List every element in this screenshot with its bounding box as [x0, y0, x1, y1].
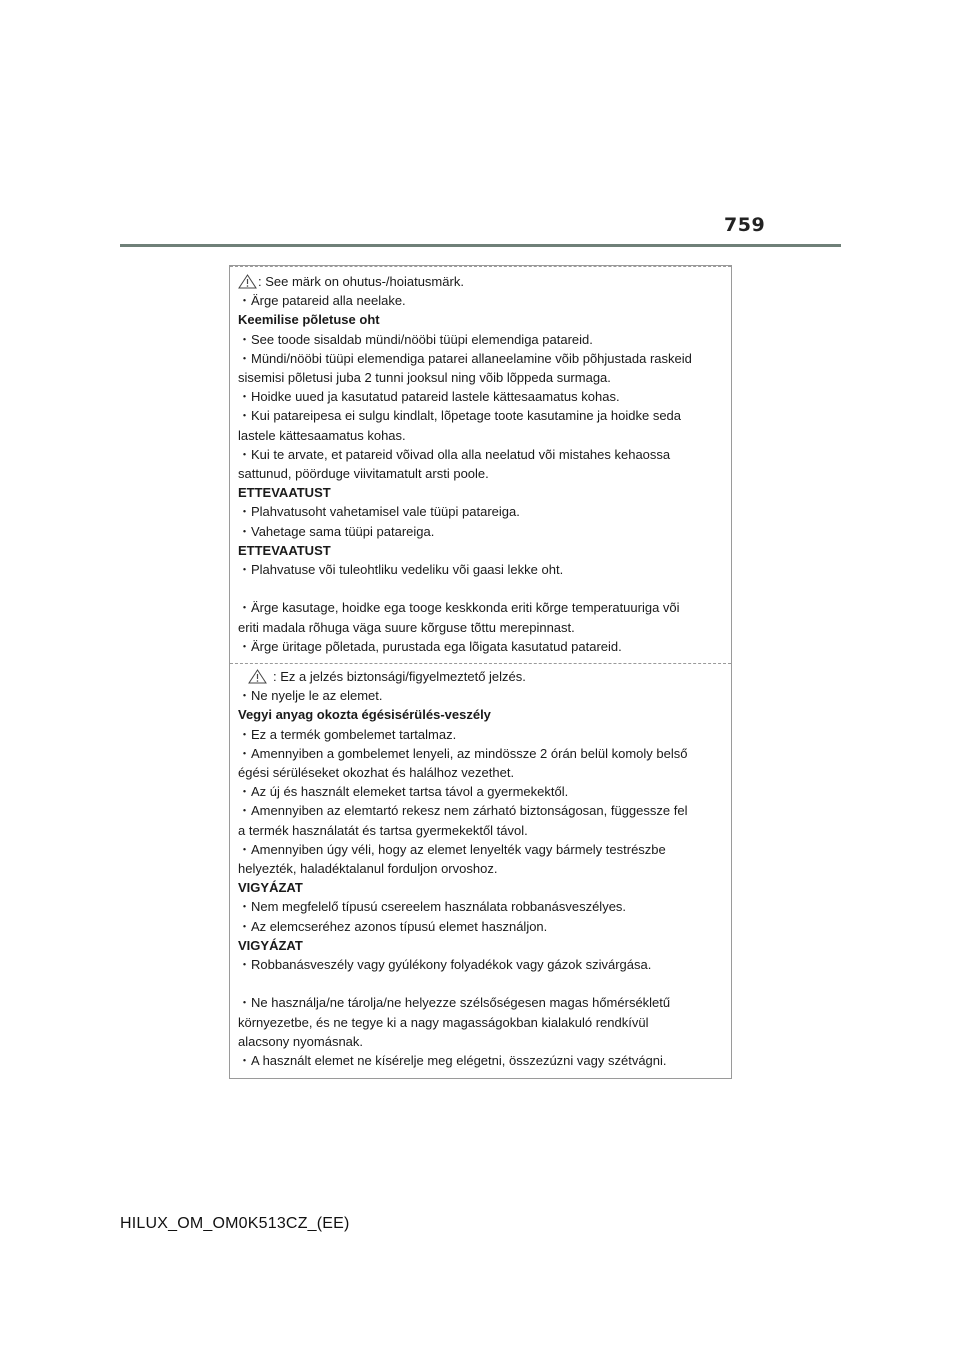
blank-line	[238, 974, 725, 993]
header-rule	[120, 244, 841, 247]
text-line: ・Hoidke uued ja kasutatud patareid lastele kättesaamatus kohas.	[238, 389, 620, 405]
text-line: ・Kui patareipesa ei sulgu kindlalt, lõpetage toote kasutamine ja hoidke seda	[238, 408, 682, 424]
document-code: HILUX_OM_OM0K513CZ_(EE)	[120, 1215, 350, 1232]
section-heading: Keemilise põletuse oht	[238, 312, 380, 328]
text-line: alacsony nyomásnak.	[238, 1033, 364, 1049]
warning-triangle-icon	[248, 669, 267, 684]
estonian-warning-line	[238, 272, 725, 291]
text-line: ・Nem megfelelő típusú csereelem használata robbanásveszélyes.	[238, 899, 627, 915]
section-heading: VIGYÁZAT	[238, 937, 303, 953]
top-dashed-rule	[230, 266, 731, 267]
text-line: ・Amennyiben úgy véli, hogy az elemet lenyelték vagy bármely testrészbe	[238, 841, 666, 857]
hungarian-lines	[238, 686, 725, 1070]
text-line: ・See toode sisaldab mündi/nööbi tüüpi elemendiga patareid.	[238, 331, 593, 347]
text-line: környezetbe, és ne tegye ki a nagy magasságokban kialakuló rendkívül	[238, 1014, 649, 1030]
battery-notice-box	[229, 265, 732, 1079]
text-line: ・Ärge patareid alla neelake.	[238, 293, 406, 309]
text-line: ・A használt elemet ne kísérelje meg elégetni, összezúzni vagy szétvágni.	[238, 1053, 667, 1069]
page-number: 759	[724, 214, 766, 236]
text-line: ・Amennyiben az elemtartó rekesz nem zárható biztonságosan, függessze fel	[238, 803, 688, 819]
text-line: eriti madala rõhuga väga suure kõrguse tõttu merepinnast.	[238, 619, 575, 635]
hungarian-section	[238, 667, 725, 1070]
text-line: ・Amennyiben a gombelemet lenyeli, az mindössze 2 órán belül komoly belső	[238, 745, 688, 761]
text-line: ・Ne nyelje le az elemet.	[238, 688, 383, 704]
warning-triangle-icon	[238, 274, 257, 289]
text-line: ・Mündi/nööbi tüüpi elemendiga patarei allaneelamine võib põhjustada raskeid	[238, 350, 692, 366]
text-line: lastele kättesaamatus kohas.	[238, 427, 406, 443]
estonian-warning-text: : See märk on ohutus-/hoiatusmärk.	[258, 274, 464, 289]
text-line: ・Robbanásveszély vagy gyúlékony folyadékok vagy gázok szivárgása.	[238, 957, 652, 973]
text-line: ・Az új és használt elemeket tartsa távol a gyermekektől.	[238, 784, 569, 800]
text-line: a termék használatát és tartsa gyermekektől távol.	[238, 822, 528, 838]
estonian-lines	[238, 291, 725, 656]
section-heading: ETTEVAATUST	[238, 485, 331, 501]
blank-line	[238, 579, 725, 598]
text-line: ・Kui te arvate, et patareid võivad olla alla neelatud või mistahes kehaossa	[238, 446, 671, 462]
section-heading: ETTEVAATUST	[238, 542, 331, 558]
text-line: ・Az elemcseréhez azonos típusú elemet használjon.	[238, 918, 548, 934]
section-divider	[230, 663, 731, 664]
text-line: sattunud, pöörduge viivitamatult arsti poole.	[238, 466, 489, 482]
text-line: ・Ne használja/ne tárolja/ne helyezze szélsőségesen magas hőmérsékletű	[238, 995, 671, 1011]
section-heading: Vegyi anyag okozta égésisérülés-veszély	[238, 707, 491, 723]
text-line: ・Ärge üritage põletada, purustada ega lõigata kasutatud patareid.	[238, 638, 622, 654]
hungarian-warning-line	[238, 667, 725, 686]
text-line: helyezték, haladéktalanul forduljon orvoshoz.	[238, 861, 498, 877]
text-line: ・Ez a termék gombelemet tartalmaz.	[238, 726, 457, 742]
text-line: sisemisi põletusi juba 2 tunni jooksul ning võib lõppeda surmaga.	[238, 370, 611, 386]
estonian-section	[238, 272, 725, 656]
text-line: ・Plahvatuse või tuleohtliku vedeliku või gaasi lekke oht.	[238, 562, 564, 578]
text-line: ・Plahvatusoht vahetamisel vale tüüpi patareiga.	[238, 504, 520, 520]
text-line: ・Ärge kasutage, hoidke ega tooge keskkonda eriti kõrge temperatuuriga või	[238, 600, 680, 616]
text-line: égési sérüléseket okozhat és halálhoz vezethet.	[238, 765, 515, 781]
text-line: ・Vahetage sama tüüpi patareiga.	[238, 523, 435, 539]
section-heading: VIGYÁZAT	[238, 880, 303, 896]
hungarian-warning-text: : Ez a jelzés biztonsági/figyelmeztető jelzés.	[273, 669, 526, 684]
